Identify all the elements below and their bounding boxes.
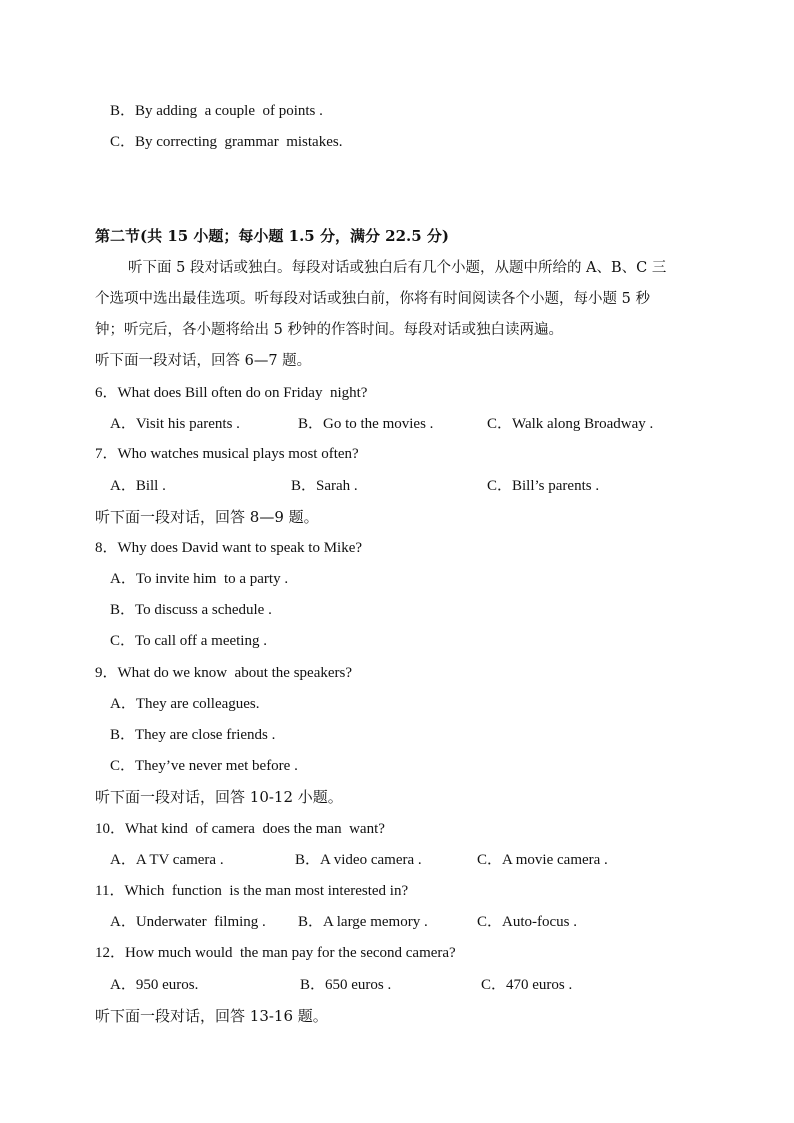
question-stem: 11．Which function is the man most interested in? [95,883,409,899]
group-header: 听下面一段对话，回答 6—7 题。 [95,353,312,369]
option-c: C．A movie camera . [477,852,608,868]
question-stem: 10．What kind of camera does the man want? [95,821,385,837]
option-c: C．They’ve never met before . [110,758,298,774]
option-b: B．A large memory . [298,914,428,930]
option-c: C．To call off a meeting . [110,633,267,649]
question-stem: 7．Who watches musical plays most often? [95,446,359,462]
option-b: B．A video camera . [295,852,422,868]
option-a: A．Visit his parents . [110,416,240,432]
option-a: A．They are colleagues. [110,696,260,712]
option-a: A．To invite him to a party . [110,571,289,587]
instruction-line: 钟；听完后，各小题将给出 5 秒钟的作答时间。每段对话或独白读两遍。 [95,322,563,338]
question-stem: 8．Why does David want to speak to Mike? [95,540,363,556]
group-header: 听下面一段对话，回答 13-16 题。 [95,1007,328,1025]
option-a: A．A TV camera . [110,852,224,868]
option-c: C．Auto-focus . [477,914,577,930]
option-c: C．By correcting grammar mistakes. [110,134,343,150]
section-title: 第二节(共 15 小题；每小题 1.5 分，满分 22.5 分) [95,227,450,245]
option-b: B．By adding a couple of points . [110,103,323,119]
option-a: A．Bill . [110,478,166,494]
option-b: B．Sarah . [291,478,358,494]
question-stem: 6．What does Bill often do on Friday night? [95,385,368,401]
instruction-line: 个选项中选出最佳选项。听每段对话或独白前，你将有时间阅读各个小题，每小题 5 秒 [95,291,650,307]
option-c: C．470 euros . [481,977,573,993]
option-a: A．Underwater filming . [110,914,266,930]
instruction-line: 听下面 5 段对话或独白。每段对话或独白后有几个小题，从题中所给的 A、B、C 三 [128,260,667,276]
option-a: A．950 euros. [110,977,199,993]
option-b: B．650 euros . [300,977,392,993]
group-header: 听下面一段对话，回答 8—9 题。 [95,508,319,526]
question-stem: 12．How much would the man pay for the second camera? [95,945,456,961]
option-c: C．Walk along Broadway . [487,416,654,432]
option-b: B．To discuss a schedule . [110,602,272,618]
option-b: B．Go to the movies . [298,416,434,432]
option-c: C．Bill’s parents . [487,478,600,494]
option-b: B．They are close friends . [110,727,276,743]
group-header: 听下面一段对话，回答 10-12 小题。 [95,788,343,806]
question-stem: 9．What do we know about the speakers? [95,665,353,681]
